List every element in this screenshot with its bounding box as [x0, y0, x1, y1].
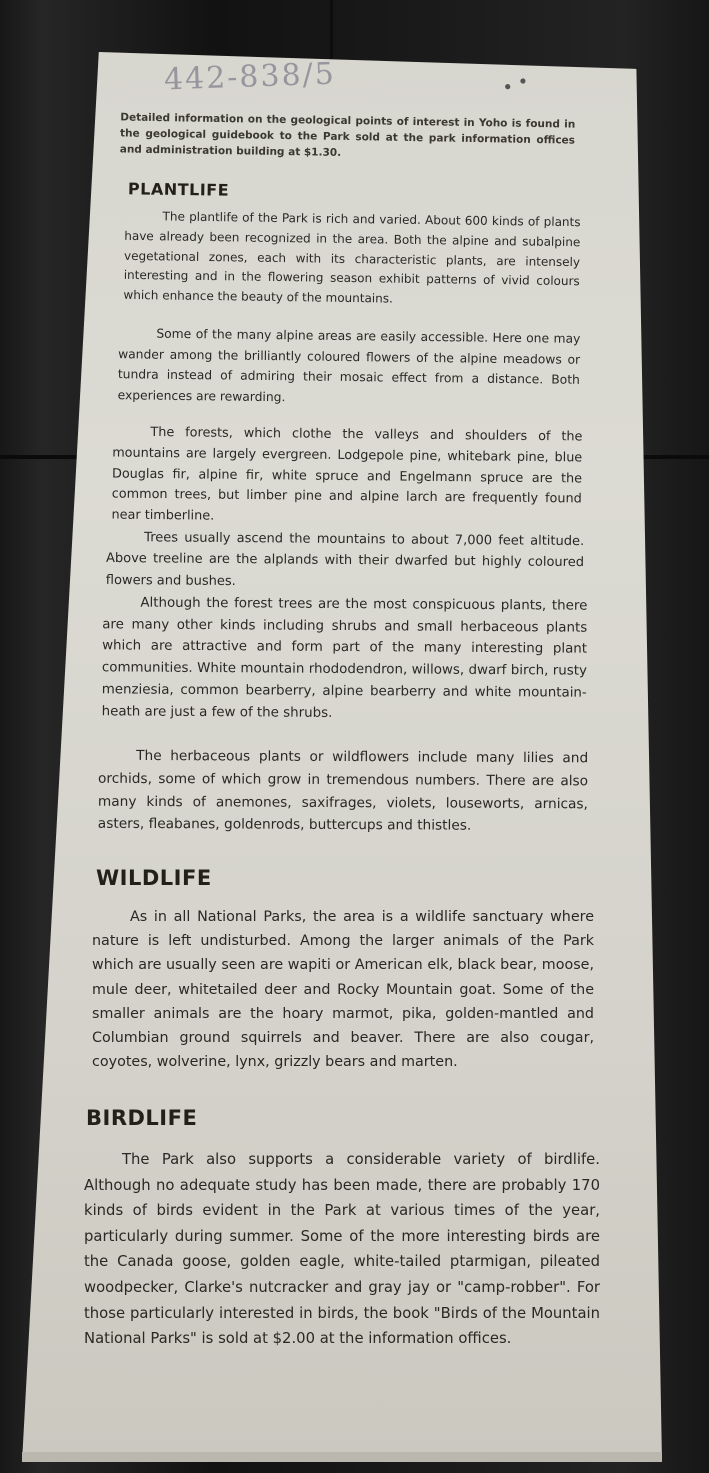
plantlife-paragraph: Some of the many alpine areas are easily accessible. Here one may wander among the brilliantly coloured flowers of the alpine meadows or tundra instead of admiring their mosaic effect from a distance. Both experiences are rewarding.: [117, 326, 581, 404]
plantlife-paragraph: The plantlife of the Park is rich and varied. About 600 kinds of plants have already been recognized in the area. Both the alpine and subalpine vegetational zones, each with its characteristic plants, are intensely interesting and in the flowering season exhibit patterns of vivid colours which enhance the beauty of the mountains.: [123, 209, 581, 306]
wildlife-paragraph: As in all National Parks, the area is a wildlife sanctuary where nature is left undisturbed. Among the larger animals of the Park which are usually seen are wapiti or American elk, black bear, moose, mule deer, whitetailed deer and Rocky Mountain goat. Some of the smaller animals are the hoary marmot, pika, golden-mantled and Columbian ground squirrels and beaver. There are also cougar, coyotes, wolverine, lynx, grizzly bears and marten.: [92, 909, 594, 1071]
plantlife-heading: PLANTLIFE: [127, 179, 230, 200]
plantlife-paragraph: The herbaceous plants or wildflowers include many lilies and orchids, some of which grow in tremendous numbers. There are also many kinds of anemones, saxifrages, violets, louseworts, arnicas, asters, fleabanes, goldenrods, buttercups and thistles.: [97, 747, 589, 835]
plantlife-paragraph: Although the forest trees are the most conspicuous plants, there are many other kinds including shrubs and small herbaceous plants which are attractive and form part of the many interesting plant communities. White mountain rhododendron, willows, dwarf birch, rusty menziesia, common bearberry, alpine bearberry and white mountain-heath are just a few of the shrubs.: [101, 595, 588, 721]
intro-paragraph: Detailed information on the geological points of interest in Yoho is found in the geological guidebook to the Park sold at the park information offices and administration building at $1.30.: [119, 110, 576, 159]
plantlife-paragraph: The forests, which clothe the valleys and shoulders of the mountains are largely evergreen. Lodgepole pine, whitebark pine, blue Douglas fir, alpine fir, white spruce and Engelmann spruce are the common trees, but limber pine and alpine larch are frequently found near timberline.: [111, 424, 583, 524]
page-bottom-edge: [22, 1452, 662, 1462]
handwritten-note: 442-838/5: [163, 56, 337, 98]
background-seam: [330, 0, 333, 60]
birdlife-heading: BIRDLIFE: [86, 1106, 198, 1130]
plantlife-paragraph: Trees usually ascend the mountains to about 7,000 feet altitude. Above treeline are the alplands with their dwarfed but highly coloured flowers and bushes.: [105, 530, 585, 589]
birdlife-paragraph: The Park also supports a considerable variety of birdlife. Although no adequate study has been made, there are probably 170 kinds of birds evident in the Park at various times of the year, particularly during summer. Some of the more interesting birds are the Canada goose, golden eagle, white-tailed ptarmigan, pileated woodpecker, Clarke's nutcracker and gray jay or "camp-robber". For those particularly interested in birds, the book "Birds of the Mountain National Parks" is sold at $2.00 at the information offices.: [84, 1151, 600, 1348]
pen-marks: • •: [499, 70, 533, 100]
wildlife-heading: WILDLIFE: [96, 866, 212, 890]
